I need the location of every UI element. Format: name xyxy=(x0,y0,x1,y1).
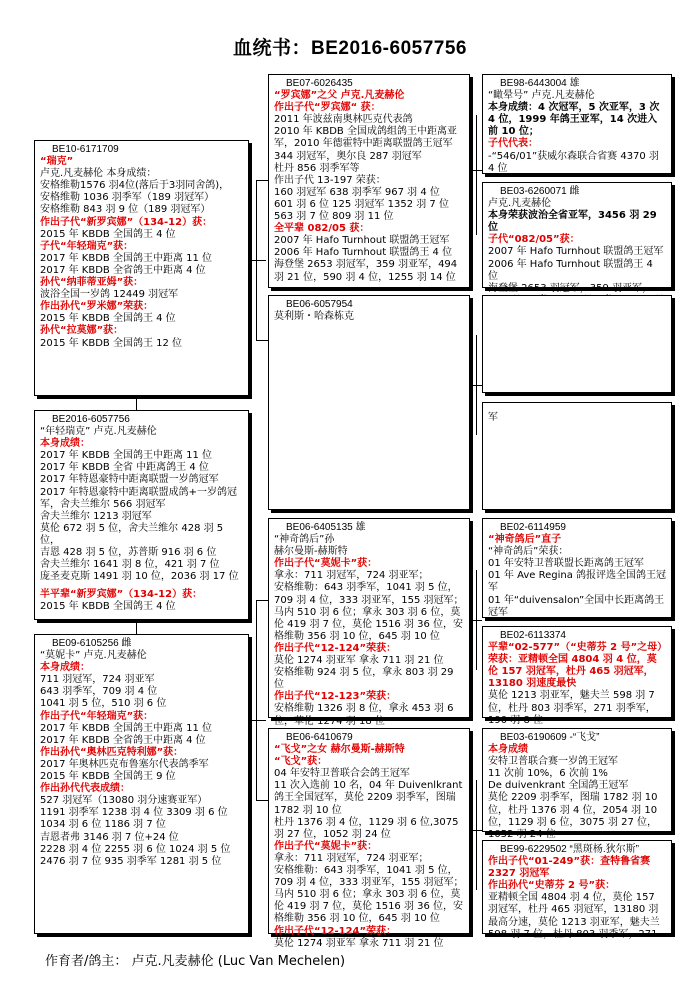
pedigree-text-line: “瑞克” xyxy=(40,156,74,168)
pedigree-text-line: 344 羽冠军，奥尔良 287 羽冠军 xyxy=(274,150,422,162)
pedigree-text-line: 作出子代“年轻瑞克”获： xyxy=(40,710,154,722)
pedigree-text-line: 马内 510 羽 6 位；拿永 303 羽 6 位，莫伦 419 羽 7 位，莫伦 1516 羽 36 位，安格维勒 356 羽 10 位，645 羽 10 位 xyxy=(274,606,464,642)
pedigree-text-line: “罗宾娜”之父 卢克.凡麦赫伦 xyxy=(274,90,405,102)
connector-line xyxy=(476,780,477,890)
pedigree-text-line: -“546/01”获威尔森联合省赛 4370 羽 4 位 xyxy=(488,150,659,174)
pedigree-text-line: 作出子代“12-123”荣获： xyxy=(274,691,397,703)
pedigree-text-line: De duivenkrant 全国鸽王冠军 xyxy=(488,780,629,792)
pedigree-text-line: 作出子代“新罗宾娜”（134-12）获： xyxy=(40,216,213,228)
connector-line xyxy=(136,620,137,634)
pedigree-text-line: 2017 年特恩豪特中距离联盟一岁鸽冠军 xyxy=(40,474,219,486)
pedigree-text-line: 莫伦 1274 羽亚军 拿永 711 羽 21 位 xyxy=(274,937,444,949)
dam-sire-box xyxy=(268,518,470,727)
connector-line xyxy=(476,570,477,670)
pedigree-text-line: “神奇鸽后”荣获： xyxy=(488,546,569,558)
connector-line xyxy=(249,720,266,721)
pedigree-text-line: 子代代表： xyxy=(488,138,538,150)
pedigree-text-line: 11 次前 10%，6 次前 1% xyxy=(488,768,608,780)
connector-line xyxy=(476,335,477,435)
pedigree-text-line: 舍夫兰维尔 1213 羽冠军 xyxy=(40,510,152,522)
pedigree-text-line: 01 年“duivensalon”全国中长距离鸽王冠军 xyxy=(488,594,665,618)
pedigree-text-line: 亚精顿全国 4804 羽 4 位，莫伦 157 羽冠军，杜丹 465 羽冠军，13180 羽最高分速，莫伦 1213 羽亚军，魅夫兰 598 羽 7 位，杜丹 803 羽季军，271 xyxy=(488,892,660,940)
pedigree-title: 血统书：BE2016-6057756 xyxy=(233,38,467,59)
pedigree-text-line: 安格维勒 1036 羽季军（189 羽冠军） xyxy=(40,192,215,204)
pigeon-ring-number: BE03-6190609 -“飞戈” xyxy=(500,732,600,743)
pedigree-text-line: 作出子代“莫妮卡”获： xyxy=(274,558,378,570)
breeder-footer: 作育者/鸽主： 卢克.凡麦赫伦 (Luc Van Mechelen) xyxy=(45,954,346,969)
pigeon-ring-number: BE09-6105256 雌 xyxy=(52,638,132,649)
pedigree-text-line: “神奇鸽后”直子 xyxy=(488,534,562,546)
pedigree-text-line: 半平辈“新罗宾娜”（134-12）获： xyxy=(40,589,203,601)
pedigree-text-line: 作出子代“01-249”获：查特鲁省赛 2327 羽冠军 xyxy=(488,856,651,880)
pedigree-text-line: 作出孙代“史蒂芬 2 号”获： xyxy=(488,880,616,892)
pedigree-text-line: 作出子代“12-124”荣获： xyxy=(274,925,397,937)
pedigree-text-line: 2017 年奥林匹克布鲁塞尔代表鸽季军 xyxy=(40,758,209,770)
pedigree-text-line: 莫伦 672 羽 5 位，舍夫兰维尔 428 羽 5 位， xyxy=(40,522,224,546)
pedigree-text-line: 2007 年 Hafo Turnhout 联盟鸽王冠军 xyxy=(274,235,450,247)
pedigree-text-line: 2017 年特恩豪特中距离联盟成鸽+一岁鸽冠军，舍夫兰维尔 566 羽冠军 xyxy=(40,486,238,510)
pedigree-text-line: 庞圣麦克斯 1491 羽 10 位，2036 羽 17 位 xyxy=(40,571,239,583)
pedigree-text-line: 作出孙代“奥林匹克特利娜”获： xyxy=(40,746,184,758)
pedigree-text-line: 2017 年 KBDB 全国鸽王中距离 11 位 xyxy=(40,450,213,462)
pigeon-ring-number: BE2016-6057756 xyxy=(52,414,130,425)
pedigree-text-line: 杜丹 856 羽季军等 xyxy=(274,162,360,174)
pedigree-text-line: “瞰晕号” 卢克.凡麦赫伦 xyxy=(488,90,595,102)
pedigree-text-line: 作出子代“罗宾娜“ 获： xyxy=(274,102,381,114)
pedigree-text-line: 赫尔曼斯-赫斯特 xyxy=(274,546,348,558)
pedigree-text-line: 海登堡 2653 羽冠军，359 羽亚军， xyxy=(488,282,653,294)
connector-line xyxy=(256,340,268,341)
connector-line xyxy=(256,600,268,601)
pedigree-text-line: 拿永：711 羽冠军，724 羽亚军； xyxy=(274,570,429,582)
pigeon-ring-number: BE02-6114959 xyxy=(500,522,566,533)
pedigree-text-line: 莫利斯・哈森栋克 xyxy=(274,311,354,323)
pedigree-text-line: 安格维勒 843 羽 9 位（189 羽冠军） xyxy=(40,204,211,216)
pigeon-ring-number: BE10-6171709 xyxy=(52,144,119,155)
pedigree-text-line: 2476 羽 7 位 935 羽季军 1281 羽 5 位 xyxy=(40,855,222,867)
pedigree-text-line: 全平辈 082/05 获： xyxy=(274,223,370,235)
pedigree-text-line: 601 羽 6 位 125 羽冠军 1352 羽 7 位 xyxy=(274,198,449,210)
pigeon-ring-number: BE06-6410679 xyxy=(286,732,353,743)
sire-dam-sire-box xyxy=(482,295,672,393)
pedigree-text-line: 作出孙代“罗米娜”荣获： xyxy=(40,301,154,313)
pedigree-text-line: 11 次入选前 10 名，04 年 Duivenlkrant 鸽王全国冠军，莫伦 2209 羽季军，图瑞 1782 羽 10 位 xyxy=(274,780,463,816)
pedigree-text-line: 作出子代“莫妮卡”获： xyxy=(274,840,378,852)
pedigree-text-line: 安格维勒1576 羽4位(落后于3羽同舍鸽)， xyxy=(40,180,230,192)
pedigree-text-line: 舍夫兰维尔 1641 羽 8 位，421 羽 7 位 xyxy=(40,559,220,571)
pedigree-text-line: 2006 年 Hafo Turnhout 联盟鸽王 4 位 xyxy=(274,247,453,259)
pedigree-text-line: 563 羽 7 位 809 羽 11 位 xyxy=(274,211,394,223)
pedigree-text-line: 01 年安特卫普联盟长距离鸽王冠军 xyxy=(488,558,644,570)
pedigree-text-line: 安格维勒：643 羽季军，1041 羽 5 位， xyxy=(274,865,458,877)
pedigree-text-line: “飞戈”之女 赫尔曼斯-赫斯特 xyxy=(274,744,405,756)
connector-line xyxy=(476,115,477,235)
pedigree-text-line: 海登堡 2653 羽冠军，359 羽亚军，494 羽 21 位，590 羽 4 位，1255 羽 14 位 xyxy=(274,259,458,283)
pedigree-text-line: 本身荣获波治全省亚军，3456 羽 29 位 xyxy=(488,210,657,234)
pedigree-text-line: 2228 羽 4 位 2255 羽 6 位 1024 羽 5 位 xyxy=(40,843,231,855)
pedigree-text-line: 2015 年 KBDB 全国鸽王 9 位 xyxy=(40,771,176,783)
connector-line xyxy=(256,180,268,181)
sire-sire-dam-box xyxy=(482,182,672,294)
pedigree-text-line: 2017 年 KBDB 全省 中距离鸽王 4 位 xyxy=(40,462,209,474)
subject-box xyxy=(34,410,249,620)
sire-dam-dam-box xyxy=(482,402,672,510)
pedigree-text-line: 2015 年 KBDB 全国鸽王 4 位 xyxy=(40,313,176,325)
dam-box xyxy=(34,634,249,934)
pedigree-text-line: 2006 年 Hafo Turnhout 联盟鸽王 4 位 xyxy=(488,258,653,282)
pedigree-text-line: 莫伦 1274 羽亚军 拿永 711 羽 21 位 xyxy=(274,655,444,667)
pedigree-text-line: 2017 年 KBDB 全省鸽王中距离 4 位 xyxy=(40,734,206,746)
pedigree-text-line: 2017 年 KBDB 全国鸽王中距离 11 位 xyxy=(40,252,213,264)
dam-dam-box xyxy=(268,728,470,949)
pigeon-ring-number: BE98-6443004 雄 xyxy=(500,78,580,89)
pedigree-text-line: 作出子代 13-197 荣获： xyxy=(274,174,386,186)
sire-sire-box xyxy=(268,74,470,288)
pedigree-text-line: 1034 羽 6 位 1186 羽 7 位 xyxy=(40,819,166,831)
pedigree-text-line: 吉恩 428 羽 5 位，苏普斯 916 羽 6 位 xyxy=(40,547,217,559)
pedigree-text-line: 2007 年 Hafo Turnhout 联盟鸽王冠军 xyxy=(488,246,664,258)
pedigree-text-line: 子代“082/05”获： xyxy=(488,234,580,246)
pedigree-text-line: 709 羽 4 位，333 羽亚军，155 羽冠军； xyxy=(274,594,464,606)
pedigree-text-line: 本身成绩：4 次冠军，5 次亚军，3 次 4 位，1999 年鸽王亚军，14 次进入前 10 位； xyxy=(488,102,660,138)
pedigree-text-line: 军 xyxy=(488,412,498,423)
pedigree-text-line: 643 羽季军，709 羽 4 位 xyxy=(40,686,158,698)
pedigree-text-line: 孙代“纳菲蒂亚姆”获： xyxy=(40,277,144,289)
pedigree-text-line: 709 羽 4 位，333 羽亚军，155 羽冠军； xyxy=(274,877,464,889)
pedigree-text-line: 安格维勒 1326 羽 8 位，拿永 453 羽 6 位，草伦 1274 羽 18 位 xyxy=(274,703,454,727)
pigeon-ring-number: BE07-6026435 xyxy=(286,78,353,89)
pedigree-text-line: 波浴全国一岁鸽 12449 羽冠军 xyxy=(40,289,179,301)
pedigree-text-line: 作出孙代代表成绩： xyxy=(40,783,130,795)
pedigree-text-line: 2011 年波兹南奥林匹克代表鸽 xyxy=(274,114,413,126)
pedigree-text-line: 安特卫普联合赛一岁鸽王冠军 xyxy=(488,756,618,768)
pedigree-text-line: 卢克.凡麦赫伦 本身成绩： xyxy=(40,168,157,180)
pedigree-text-line: 安格维勒：643 羽季军，1041 羽 5 位， xyxy=(274,582,458,594)
pedigree-text-line: 2015 年 KBDB 全国鸽王 4 位 xyxy=(40,601,176,613)
pedigree-text-line: 平辈“02-577”（“史蒂芬 2 号”之母）荣获：亚精顿全国 4804 羽 4 位，莫伦 157 羽冠军，杜丹 465 羽冠军，13180 羽速度最快 xyxy=(488,642,663,690)
pedigree-text-line: 2017 年 KBDB 全国鸽王中距离 11 位 xyxy=(40,722,213,734)
pedigree-text-line: 1041 羽 5 位，510 羽 6 位 xyxy=(40,698,167,710)
connector-line xyxy=(249,260,266,261)
pigeon-ring-number: BE06-6057954 xyxy=(286,299,353,310)
pedigree-text-line: 2017 年 KBDB 全省鸽王中距离 4 位 xyxy=(40,264,206,276)
pedigree-text-line: 莫伦 2209 羽季军，图瑞 1782 羽 10 位，杜丹 1376 羽 4 位，2054 羽 10 位，1129 羽 6 位，3075 羽 27 位，1052 羽 24 位 xyxy=(488,792,658,840)
pedigree-text-line: 2010 年 KBDB 全国成鸽组鸽王中距离亚军，2010 年德霍特中距离联盟鸽王冠军 xyxy=(274,126,457,150)
dam-dam-sire-box xyxy=(482,728,672,840)
connector-line xyxy=(136,397,137,410)
pedigree-text-line: 本身成绩 xyxy=(488,744,528,756)
pedigree-text-line: 527 羽冠军（13080 羽分速赛亚军） xyxy=(40,795,208,807)
pedigree-text-line: 01 年 Ave Regina 鸽报评选全国鸽王冠军 xyxy=(488,570,667,594)
pedigree-text-line: “飞戈”获： xyxy=(274,756,328,768)
sire-dam-box xyxy=(268,295,470,510)
pedigree-text-line: 杜丹 1376 羽 4 位，1129 羽 6 位,3075 羽 27 位，1052 羽 24 位 xyxy=(274,816,459,840)
pedigree-text-line: 孙代“拉莫娜”获： xyxy=(40,325,124,337)
pedigree-text-line: 拿永：711 羽冠军，724 羽亚军； xyxy=(274,852,429,864)
pedigree-text-line: 2015 年 KBDB 全国鸽王 12 位 xyxy=(40,337,183,349)
pedigree-text-line: 作出子代“12-124”荣获： xyxy=(274,642,397,654)
pedigree-text-line: “莫妮卡” 卢克.凡麦赫伦 xyxy=(40,650,147,662)
pedigree-text-line: “年轻瑞克” 卢克.凡麦赫伦 xyxy=(40,426,157,438)
pedigree-text-line: 711 羽冠军，724 羽亚军 xyxy=(40,674,155,686)
pedigree-text-line: 卢克.凡麦赫伦 xyxy=(488,198,552,210)
pedigree-text-line: 安格维勒 924 羽 5 位，拿永 803 羽 29 位 xyxy=(274,667,454,691)
pigeon-ring-number: BE02-6113374 xyxy=(500,630,566,641)
pedigree-text-line: 莫伦 1213 羽亚军，魅夫兰 598 羽 7 位，杜丹 803 羽季军，271 羽季军，190 羽 8 位 xyxy=(488,690,656,726)
pigeon-ring-number: BE06-6405135 雄 xyxy=(286,522,366,533)
pedigree-text-line: 160 羽冠军 638 羽季军 967 羽 4 位 xyxy=(274,186,440,198)
pedigree-text-line: 吉恩者弗 3146 羽 7 位+24 位 xyxy=(40,831,179,843)
pedigree-text-line: 本身成绩： xyxy=(40,662,90,674)
pigeon-ring-number: BE99-6229502 “黑斑杨.狄尔斯” xyxy=(500,844,639,855)
pedigree-text-line: 子代“年轻瑞克”获： xyxy=(40,240,134,252)
pedigree-text-line: 1191 羽季军 1238 羽 4 位 3309 羽 6 位 xyxy=(40,807,228,819)
pedigree-text-line: 04 年安特卫普联合会鸽王冠军 xyxy=(274,768,410,780)
sire-sire-sire-box xyxy=(482,74,672,174)
pedigree-text-line: “神奇鸽后”孙 xyxy=(274,534,335,546)
dam-sire-sire-box xyxy=(482,518,672,618)
pedigree-text-line: 马内 510 羽 6 位；拿永 303 羽 6 位，莫伦 419 羽 7 位，莫伦 1516 羽 36 位，安格维勒 356 羽 10 位，645 羽 10 位 xyxy=(274,889,464,925)
pedigree-text-line: 本身成绩： xyxy=(40,438,90,450)
connector-line xyxy=(256,180,257,340)
sire-box xyxy=(34,140,249,396)
dam-dam-dam-box xyxy=(482,840,672,940)
pigeon-ring-number: BE03-6260071 雌 xyxy=(500,186,580,197)
connector-line xyxy=(256,800,268,801)
pedigree-text-line: 2015 年 KBDB 全国鸽王 4 位 xyxy=(40,228,176,240)
dam-sire-dam-box xyxy=(482,626,672,726)
connector-line xyxy=(256,600,257,800)
